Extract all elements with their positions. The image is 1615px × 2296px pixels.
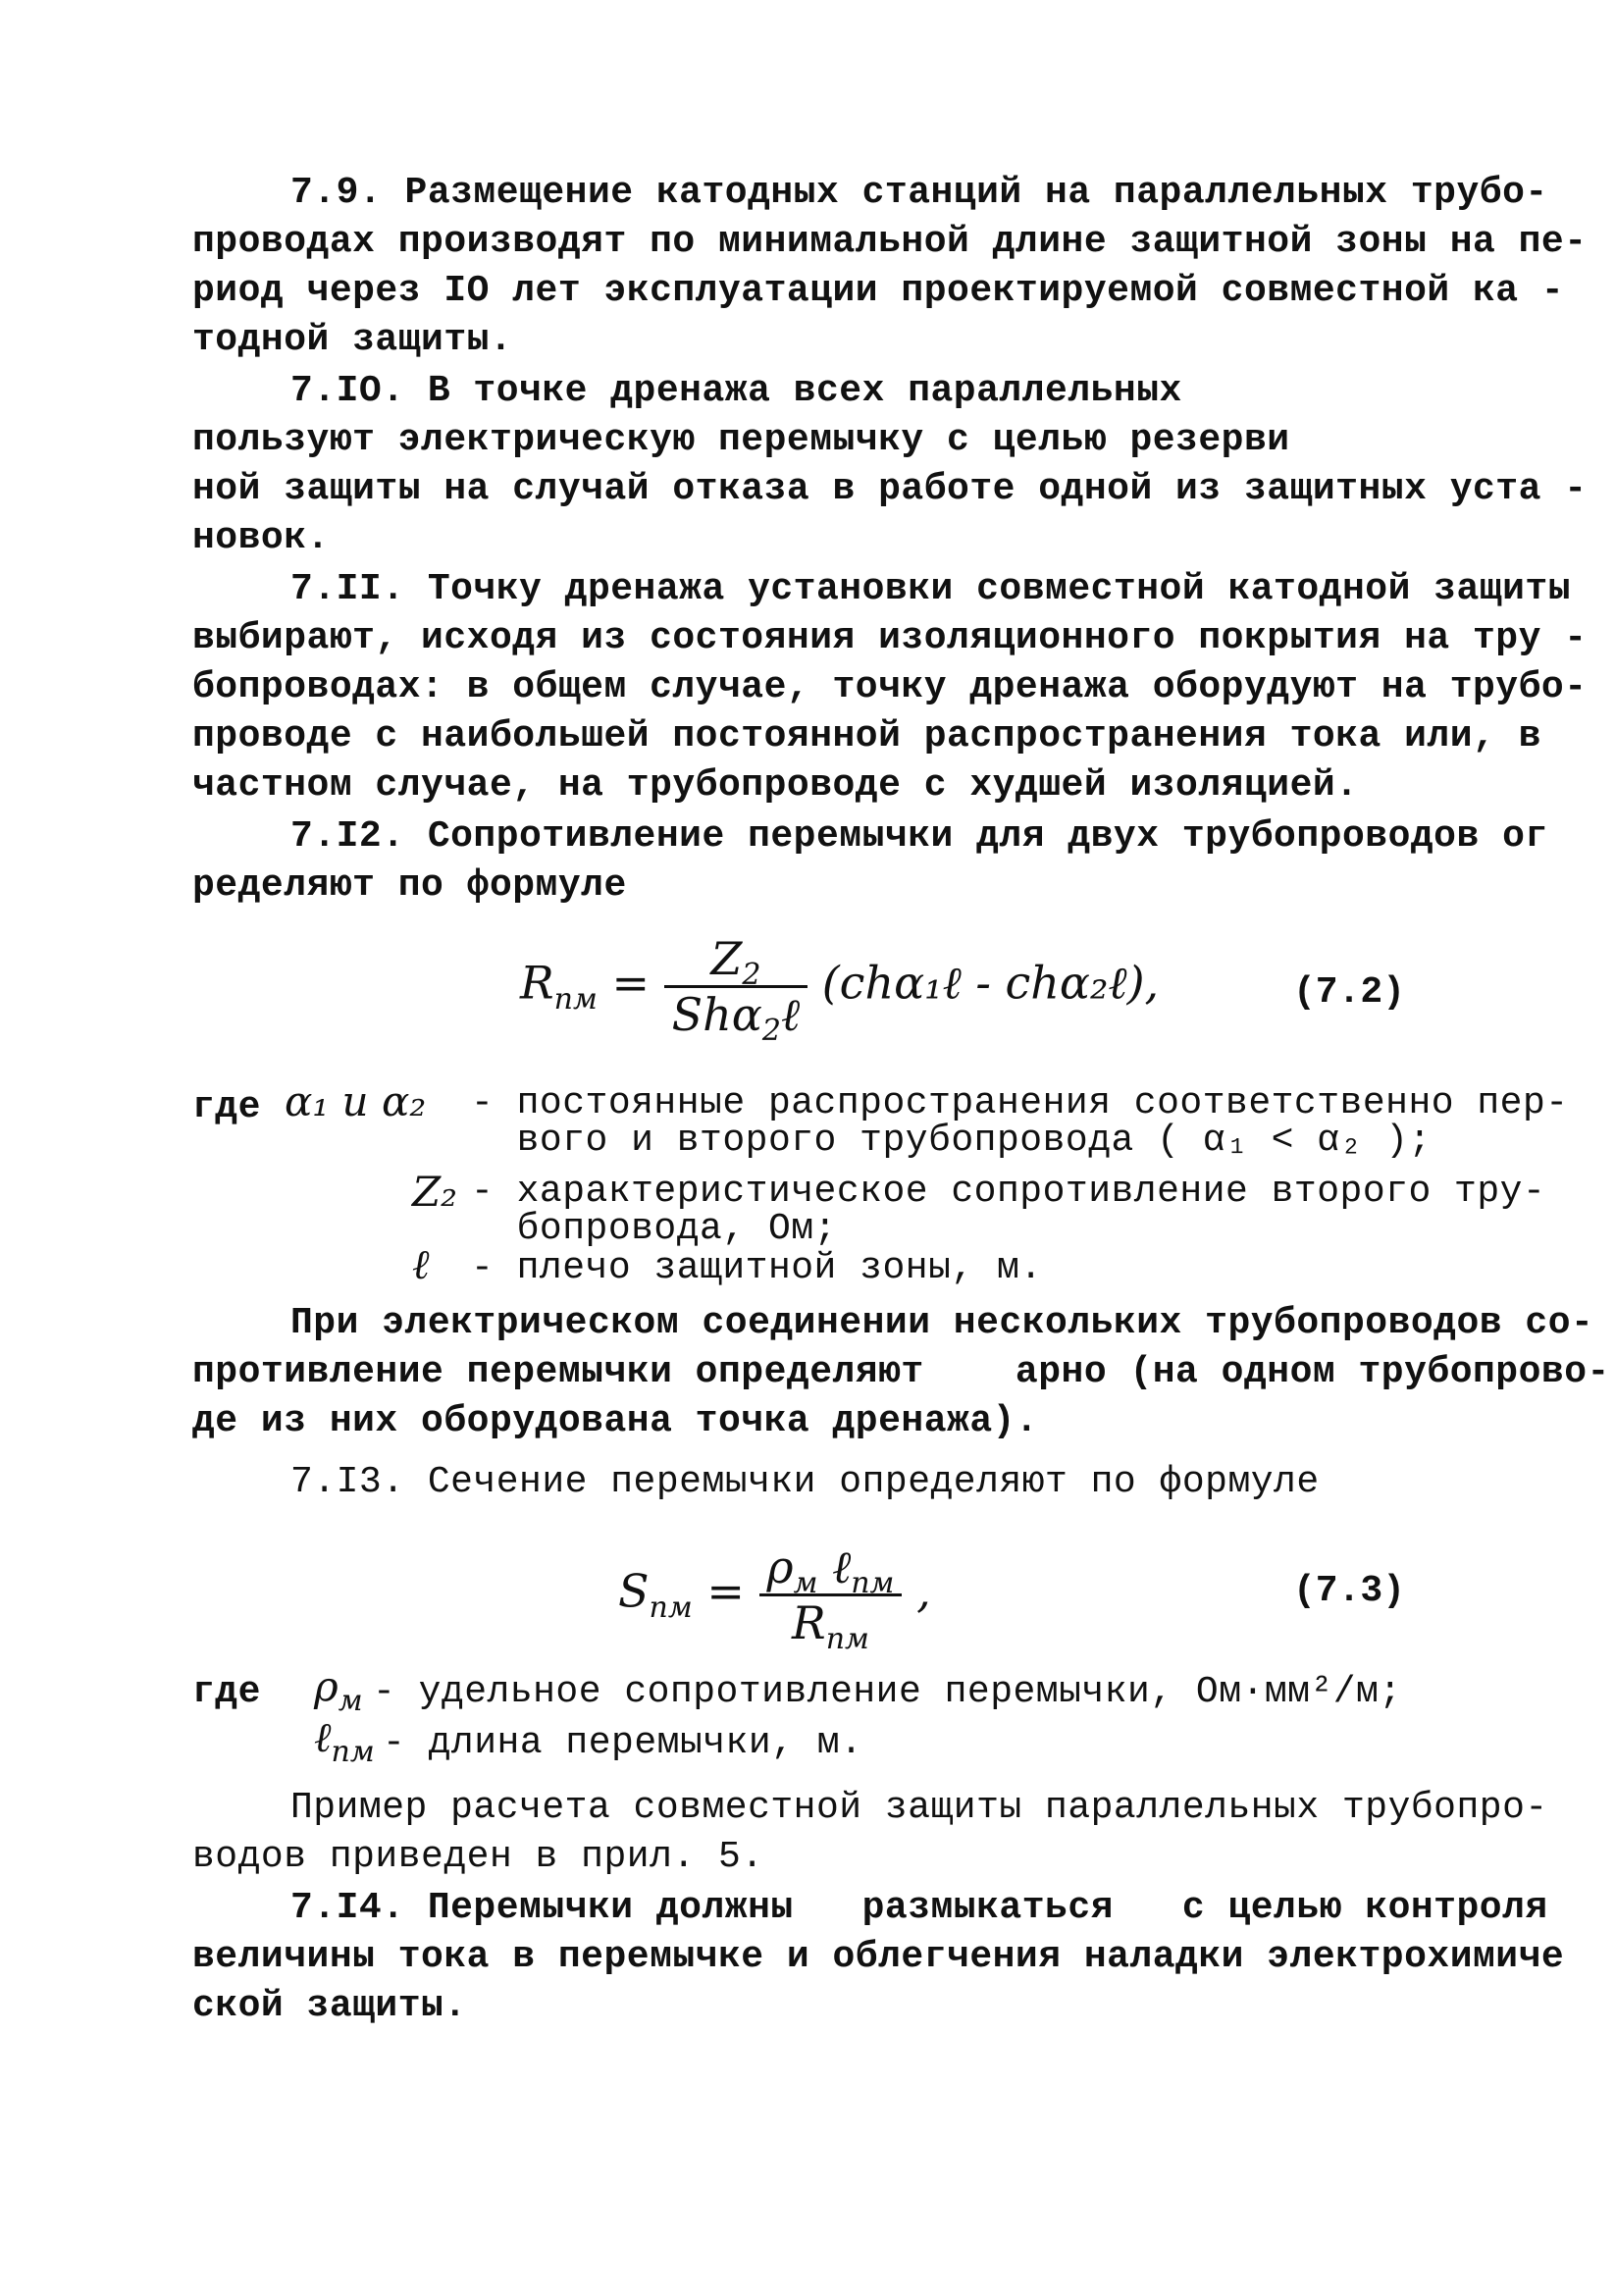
where1-l-line: - плечо защитной зоны, м. [471, 1247, 1043, 1289]
p713-line: 7.I3. Сечение перемычки определяют по формуле [290, 1461, 1320, 1503]
where2-l-sub: пм [331, 1735, 375, 1769]
where1-z-symbol: Z₂ [412, 1168, 458, 1216]
formula73-denominator [759, 1596, 903, 1656]
formula73-length-sub: пм [851, 1566, 895, 1600]
p-multi-line-2: противление перемычки определяют арно (на одном трубопрово- [192, 1351, 1610, 1393]
formula72-num-sub: 2 [742, 958, 761, 992]
equation-number-7-2: (7.2) [1293, 971, 1406, 1014]
formula73-equals: = [706, 1564, 745, 1618]
p-example-line-2: водов приведен в прил. 5. [192, 1836, 764, 1878]
p79-line-1: 7.9. Размещение катодных станций на параллельных трубо- [290, 172, 1548, 214]
p711-line-2: выбирают, исходя из состояния изоляционного покрытия на тру - [192, 617, 1588, 659]
formula-7-3 [618, 1540, 931, 1656]
formula73-tail: , [916, 1564, 931, 1618]
formula72-numerator [664, 932, 808, 992]
where1-z-line-1: - характеристическое сопротивление второго тру- [471, 1171, 1546, 1213]
where2-l-symbol [314, 1713, 375, 1769]
formula73-lhs-sub: пм [649, 1590, 693, 1625]
where2-l: ℓ [314, 1713, 332, 1761]
where2-rho-symbol [314, 1662, 363, 1718]
p-example-line-1: Пример расчета совместной защиты параллельных трубопро- [290, 1787, 1548, 1829]
formula72-denominator [664, 988, 808, 1048]
formula72-lhs: R [520, 956, 554, 1010]
p711-line-5: частном случае, на трубопроводе с худшей изоляцией. [192, 764, 1359, 807]
equation-number-7-3: (7.3) [1293, 1570, 1406, 1612]
formula73-rho: ρ [766, 1540, 794, 1593]
formula73-lhs: S [618, 1564, 650, 1618]
p711-line-1: 7.II. Точку дренажа установки совместной катодной защиты [290, 568, 1572, 610]
where2-rho: ρ [314, 1662, 339, 1710]
formula72-equals: = [611, 956, 651, 1010]
where1-gde: где [192, 1086, 261, 1128]
p712-line-1: 7.I2. Сопротивление перемычки для двух трубопроводов ог [290, 815, 1548, 858]
where2-l-line: - длина перемычки, м. [383, 1722, 863, 1764]
formula73-length: ℓ [832, 1540, 852, 1593]
p710-line-3: ной защиты на случай отказа в работе одной из защитных уста - [192, 468, 1588, 510]
formula72-lhs-sub: пм [553, 981, 598, 1017]
formula73-numerator [759, 1540, 903, 1600]
where2-rho-sub: м [338, 1684, 363, 1718]
formula72-den-sub: 2 [761, 1014, 781, 1048]
formula72-den-symbol: Shα [671, 988, 762, 1041]
formula73-rho-sub: м [793, 1566, 818, 1600]
where1-symbols: α₁ и α₂ [285, 1077, 427, 1125]
p710-line-4: новок. [192, 517, 330, 559]
p714-line-1: 7.I4. Перемычки должны размыкаться с целью контроля [290, 1887, 1548, 1929]
p712-line-2: ределяют по формуле [192, 864, 627, 907]
where1-l-symbol: ℓ [412, 1240, 430, 1288]
p-multi-line-3: де из них оборудована точка дренажа). [192, 1400, 1039, 1442]
where2-rho-line: - удельное сопротивление перемычки, Ом·мм²/м; [373, 1671, 1402, 1713]
formula72-fraction [664, 932, 808, 1048]
p710-line-2: пользуют электрическую перемычку с целью резерви [192, 419, 1290, 461]
where1-line-2: вого и второго трубопровода ( α₁ < α₂ ); [471, 1120, 1432, 1162]
p79-line-4: тодной защиты. [192, 319, 513, 361]
where1-z-line-2: бопровода, Ом; [471, 1208, 837, 1250]
p710-line-1: 7.IO. В точке дренажа всех параллельных [290, 370, 1182, 412]
formula73-den-symbol: R [792, 1596, 826, 1649]
formula72-rhs: (chα₁ℓ - chα₂ℓ), [821, 956, 1160, 1010]
formula72-num-symbol: Z [710, 932, 743, 985]
formula-7-2 [520, 932, 1160, 1048]
p-multi-line-1: При электрическом соединении нескольких трубопроводов со- [290, 1302, 1594, 1344]
formula73-fraction [759, 1540, 903, 1656]
p714-line-2: величины тока в перемычке и облегчения наладки электрохимиче [192, 1936, 1565, 1978]
where1-line-1: - постоянные распространения соответственно пер- [471, 1082, 1569, 1124]
p711-line-4: проводе с наибольшей постоянной распространения тока или, в [192, 715, 1541, 757]
where2-gde: где [192, 1671, 261, 1713]
p79-line-3: риод через IO лет эксплуатации проектируемой совместной ка - [192, 270, 1565, 312]
p79-line-2: проводах производят по минимальной длине защитной зоны на пе- [192, 221, 1588, 263]
p714-line-3: ской защиты. [192, 1985, 467, 2027]
p711-line-3: бопроводах: в общем случае, точку дренажа оборудуют на трубо- [192, 666, 1588, 708]
formula73-den-sub: пм [825, 1622, 869, 1656]
formula72-den-tail: ℓ [780, 988, 801, 1041]
